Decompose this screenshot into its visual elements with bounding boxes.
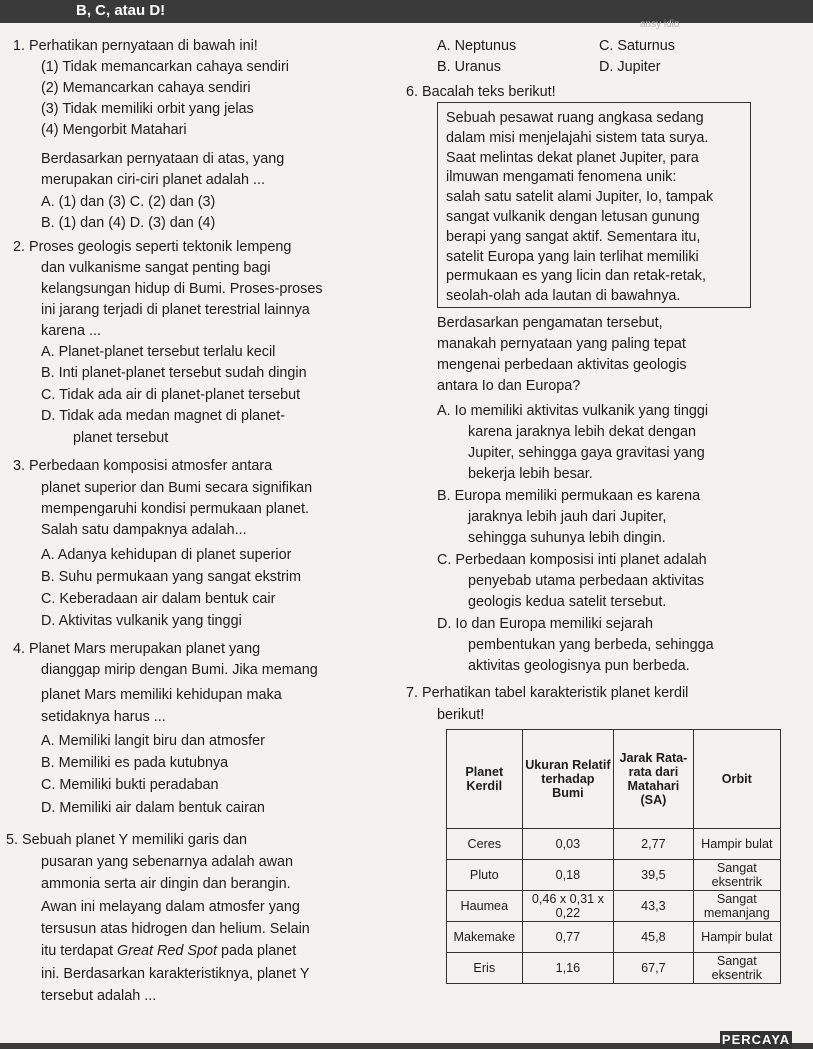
right-line: manakah pernyataan yang paling tepat xyxy=(437,336,686,352)
table-cell: Sangat eksentrik xyxy=(693,953,780,984)
table-header: Jarak Rata-rata dari Matahari (SA) xyxy=(614,730,693,829)
left-line: D. Memiliki air dalam bentuk cairan xyxy=(41,800,265,816)
table-cell: Eris xyxy=(447,953,523,984)
left-line: dianggap mirip dengan Bumi. Jika memang xyxy=(41,662,318,678)
right-line: geologis kedua satelit tersebut. xyxy=(468,594,667,610)
table-cell: 45,8 xyxy=(614,922,693,953)
table-cell: Pluto xyxy=(447,860,523,891)
left-line: tersusun atas hidrogen dan helium. Selain xyxy=(41,921,310,937)
left-line: mempengaruhi kondisi permukaan planet. xyxy=(41,501,309,517)
left-line: 2. Proses geologis seperti tektonik lempeng xyxy=(13,239,292,255)
left-line: B. Suhu permukaan yang sangat ekstrim xyxy=(41,569,301,585)
right-line: karena jaraknya lebih dekat dengan xyxy=(468,424,697,440)
table-cell: Haumea xyxy=(447,891,523,922)
dwarf-planet-table xyxy=(446,729,781,984)
passage-line: satelit Europa yang lain terlihat memiliki xyxy=(446,248,699,265)
right-line: Berdasarkan pengamatan tersebut, xyxy=(437,315,663,331)
right-line: mengenai perbedaan aktivitas geologis xyxy=(437,357,687,373)
left-line: 3. Perbedaan komposisi atmosfer antara xyxy=(13,458,273,474)
right-line: sehingga suhunya lebih dingin. xyxy=(468,530,666,546)
table-cell: 39,5 xyxy=(614,860,693,891)
table-cell: Sangat eksentrik xyxy=(693,860,780,891)
left-line: karena ... xyxy=(41,323,101,339)
passage-line: salah satu satelit alami Jupiter, Io, tampak xyxy=(446,189,714,206)
left-line: Berdasarkan pernyataan di atas, yang xyxy=(41,151,285,167)
footer-bar xyxy=(0,1043,813,1049)
q5-option-d: D. Jupiter xyxy=(599,59,661,75)
left-line: (2) Memancarkan cahaya sendiri xyxy=(41,80,251,96)
italic-phrase: Great Red Spot xyxy=(117,943,218,959)
right-line: bekerja lebih besar. xyxy=(468,466,593,482)
left-line: ini jarang terjadi di planet terestrial lainnya xyxy=(41,302,310,318)
table-cell: Makemake xyxy=(447,922,523,953)
passage-line: ilmuwan mengamati fenomena unik: xyxy=(446,169,677,186)
right-line: aktivitas geologisnya pun berbeda. xyxy=(468,658,690,674)
table-cell: Ceres xyxy=(447,829,523,860)
left-line: (4) Mengorbit Matahari xyxy=(41,122,187,138)
table-row xyxy=(447,891,781,922)
footer-badge: PERCAYA xyxy=(721,1032,791,1047)
table-header-row xyxy=(447,730,781,829)
left-line: 5. Sebuah planet Y memiliki garis dan xyxy=(6,832,248,848)
table-cell: 43,3 xyxy=(614,891,693,922)
table-row xyxy=(447,829,781,860)
question-6: 6. Bacalah teks berikut! xyxy=(406,84,556,100)
left-line: D. Tidak ada medan magnet di planet- xyxy=(41,408,285,424)
table-header: Ukuran Relatif terhadap Bumi xyxy=(522,730,614,829)
left-line: setidaknya harus ... xyxy=(41,709,166,725)
right-line: pembentukan yang berbeda, sehingga xyxy=(468,637,714,653)
left-line: itu terdapat Great Red Spot pada planet xyxy=(41,943,297,959)
right-line: berikut! xyxy=(437,707,485,723)
table-cell: 1,16 xyxy=(522,953,614,984)
left-line: planet tersebut xyxy=(73,430,169,446)
table-header: Orbit xyxy=(693,730,780,829)
left-line: B. (1) dan (4) D. (3) dan (4) xyxy=(41,215,216,231)
q5-option-c: C. Saturnus xyxy=(599,38,675,54)
passage-line: seolah-olah ada lautan di bawahnya. xyxy=(446,288,681,305)
right-line: A. Io memiliki aktivitas vulkanik yang tinggi xyxy=(437,403,709,419)
q5-option-a: A. Neptunus xyxy=(437,38,517,54)
left-line: kelangsungan hidup di Bumi. Proses-proses xyxy=(41,281,323,297)
left-line: planet Mars memiliki kehidupan maka xyxy=(41,687,282,703)
passage-line: sangat vulkanik dengan letusan gunung xyxy=(446,209,700,225)
left-line: 1. Perhatikan pernyataan di bawah ini! xyxy=(13,38,258,54)
right-line: jaraknya lebih jauh dari Jupiter, xyxy=(468,509,667,525)
right-line: C. Perbedaan komposisi inti planet adalah xyxy=(437,552,707,568)
right-line: D. Io dan Europa memiliki sejarah xyxy=(437,616,653,632)
reading-passage-box xyxy=(437,102,751,308)
table-row xyxy=(447,953,781,984)
left-line: (1) Tidak memancarkan cahaya sendiri xyxy=(41,59,289,75)
left-line: D. Aktivitas vulkanik yang tinggi xyxy=(41,613,242,629)
table-cell: Hampir bulat xyxy=(693,829,780,860)
table-cell: 67,7 xyxy=(614,953,693,984)
right-line: B. Europa memiliki permukaan es karena xyxy=(437,488,701,504)
right-line: antara Io dan Europa? xyxy=(437,378,581,394)
left-line: merupakan ciri-ciri planet adalah ... xyxy=(41,172,265,188)
passage-line: berapi yang sangat aktif. Sementara itu, xyxy=(446,228,701,245)
table-cell: 0,18 xyxy=(522,860,614,891)
left-line: (3) Tidak memiliki orbit yang jelas xyxy=(41,101,254,117)
right-line: penyebab utama perbedaan aktivitas xyxy=(468,573,705,589)
left-line: A. Adanya kehidupan di planet superior xyxy=(41,547,292,563)
table-cell: 0,77 xyxy=(522,922,614,953)
left-line: Awan ini melayang dalam atmosfer yang xyxy=(41,899,300,915)
left-line: Salah satu dampaknya adalah... xyxy=(41,522,247,538)
left-line: C. Tidak ada air di planet-planet tersebut xyxy=(41,387,301,403)
left-line: B. Memiliki es pada kutubnya xyxy=(41,755,229,771)
left-line: pusaran yang sebenarnya adalah awan xyxy=(41,854,294,870)
faded-text: ansy idio xyxy=(640,19,680,30)
table-cell: 0,46 x 0,31 x 0,22 xyxy=(522,891,614,922)
left-line: planet superior dan Bumi secara signifikan xyxy=(41,480,313,496)
passage-line: permukaan es yang licin dan retak-retak, xyxy=(446,268,706,285)
left-line: ini. Berdasarkan karakteristiknya, planet Y xyxy=(41,966,310,982)
right-line: Jupiter, sehingga gaya gravitasi yang xyxy=(468,445,705,461)
table-cell: 0,03 xyxy=(522,829,614,860)
table-cell: Sangat memanjang xyxy=(693,891,780,922)
left-line: dan vulkanisme sangat penting bagi xyxy=(41,260,271,276)
left-line: C. Memiliki bukti peradaban xyxy=(41,777,219,793)
table-cell: 2,77 xyxy=(614,829,693,860)
left-line: C. Keberadaan air dalam bentuk cair xyxy=(41,591,276,607)
table-row xyxy=(447,922,781,953)
right-line: 7. Perhatikan tabel karakteristik planet kerdil xyxy=(406,685,689,701)
passage-line: dalam misi menjelajahi sistem tata surya. xyxy=(446,129,709,146)
left-line: 4. Planet Mars merupakan planet yang xyxy=(13,641,261,657)
left-line: tersebut adalah ... xyxy=(41,988,157,1004)
page-heading: B, C, atau D! xyxy=(76,2,166,19)
left-line: A. (1) dan (3) C. (2) dan (3) xyxy=(41,194,216,210)
left-line: ammonia serta air dingin dan berangin. xyxy=(41,876,291,892)
q5-option-b: B. Uranus xyxy=(437,59,501,75)
table-cell: Hampir bulat xyxy=(693,922,780,953)
left-line: A. Memiliki langit biru dan atmosfer xyxy=(41,733,265,749)
left-line: B. Inti planet-planet tersebut sudah dingin xyxy=(41,365,307,381)
table-header: Planet Kerdil xyxy=(447,730,523,829)
left-line: A. Planet-planet tersebut terlalu kecil xyxy=(41,344,276,360)
passage-line: Sebuah pesawat ruang angkasa sedang xyxy=(446,110,704,126)
passage-line: Saat melintas dekat planet Jupiter, para xyxy=(446,149,699,166)
table-row xyxy=(447,860,781,891)
